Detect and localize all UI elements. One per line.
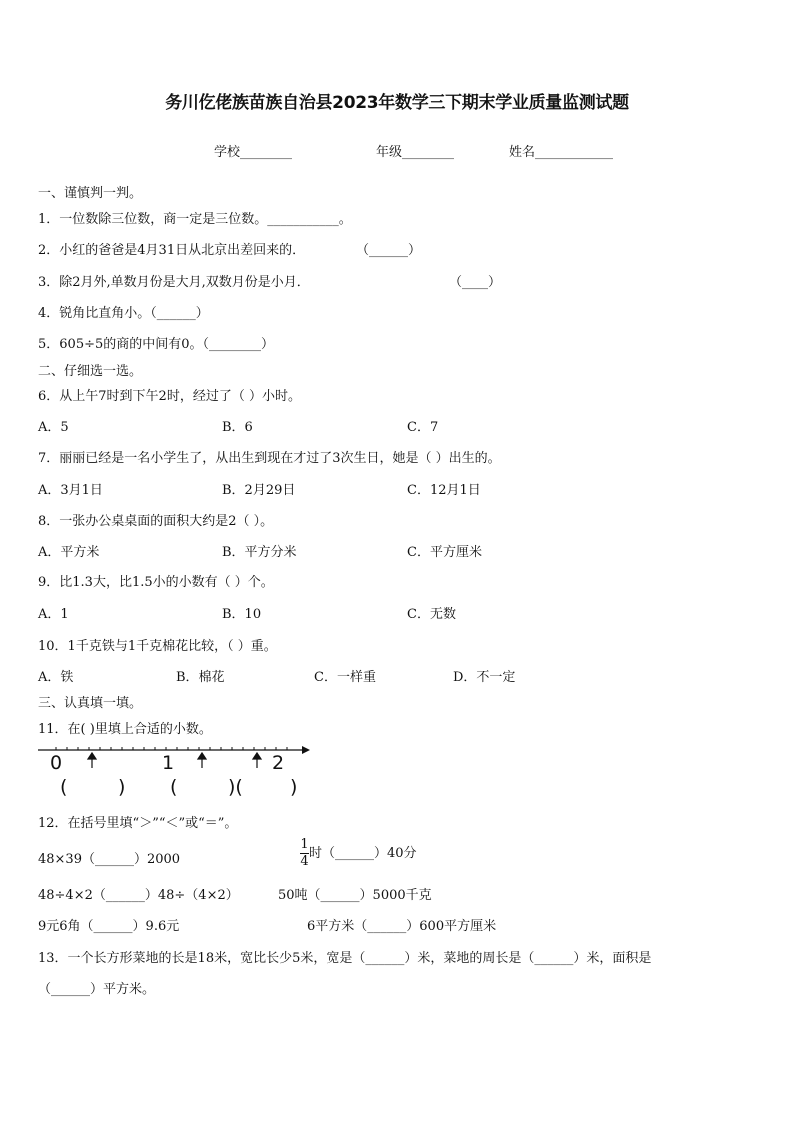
section-heading-3: 三、认真填一填。 xyxy=(38,696,143,711)
option-8a[interactable]: A．平方米 xyxy=(38,545,100,560)
fraction-numerator: 1 xyxy=(300,837,309,852)
number-line-answer-paren[interactable]: ) xyxy=(290,776,298,798)
question-4: 4．锐角比直角小。（______） xyxy=(38,306,209,321)
option-7b[interactable]: B．2月29日 xyxy=(222,483,296,498)
page-title: 务川仡佬族苗族自治县2023年数学三下期末学业质量监测试题 xyxy=(165,93,629,113)
option-7c[interactable]: C．12月1日 xyxy=(407,483,481,498)
question-12: 12．在括号里填“＞”“＜”或“＝”。 xyxy=(38,816,238,831)
number-line-answer-paren[interactable]: ( xyxy=(60,776,68,798)
option-9c[interactable]: C．无数 xyxy=(407,607,456,622)
option-9a[interactable]: A．1 xyxy=(38,607,69,622)
option-7a[interactable]: A．3月1日 xyxy=(38,483,103,498)
compare-row-1a[interactable]: 48×39（______）2000 xyxy=(38,852,181,867)
number-line-answer-paren[interactable]: ) xyxy=(118,776,126,798)
option-8c[interactable]: C．平方厘米 xyxy=(407,545,482,560)
section-heading-1: 一、谨慎判一判。 xyxy=(38,186,143,201)
section-heading-2: 二、仔细选一选。 xyxy=(38,364,143,379)
fraction-denominator: 4 xyxy=(300,854,309,869)
question-8: 8．一张办公桌桌面的面积大约是2（ ）。 xyxy=(38,514,274,529)
number-line-label-0: 0 xyxy=(50,752,63,774)
option-9b[interactable]: B．10 xyxy=(222,607,262,622)
compare-row-2a[interactable]: 48÷4×2（______）48÷（4×2） xyxy=(38,888,239,903)
question-6: 6．从上午7时到下午2时，经过了（ ）小时。 xyxy=(38,389,301,404)
option-10b[interactable]: B．棉花 xyxy=(176,670,225,685)
question-13-continued: （______）平方米。 xyxy=(38,982,156,997)
answer-blank-3[interactable]: （____） xyxy=(449,275,502,290)
question-1: 1．一位数除三位数，商一定是三位数。___________。 xyxy=(38,212,352,227)
option-8b[interactable]: B．平方分米 xyxy=(222,545,297,560)
name-field[interactable]: 姓名____________ xyxy=(509,145,614,160)
option-10c[interactable]: C．一样重 xyxy=(314,670,376,685)
number-line-label-2: 2 xyxy=(272,752,285,774)
grade-field[interactable]: 年级________ xyxy=(376,145,455,160)
question-10: 10．1千克铁与1千克棉花比较，（ ）重。 xyxy=(38,639,277,654)
number-line-label-1: 1 xyxy=(162,752,175,774)
compare-row-2b[interactable]: 50吨（______）5000千克 xyxy=(278,888,432,903)
option-6b[interactable]: B．6 xyxy=(222,420,253,435)
question-7: 7．丽丽已经是一名小学生了，从出生到现在才过了3次生日，她是（ ）出生的。 xyxy=(38,451,501,466)
school-field[interactable]: 学校________ xyxy=(214,145,293,160)
option-6c[interactable]: C．7 xyxy=(407,420,439,435)
option-10a[interactable]: A．铁 xyxy=(38,670,74,685)
answer-blank-2[interactable]: （______） xyxy=(356,243,422,258)
compare-row-1b-text: 时（______）40分 xyxy=(309,846,417,861)
compare-row-3a[interactable]: 9元6角（______）9.6元 xyxy=(38,919,180,934)
number-line-answer-paren[interactable]: ( xyxy=(170,776,178,798)
fraction xyxy=(300,838,309,869)
question-3: 3．除2月外,单数月份是大月,双数月份是小月． xyxy=(38,275,310,290)
compare-row-1b[interactable] xyxy=(300,838,417,869)
option-6a[interactable]: A．5 xyxy=(38,420,69,435)
question-5: 5．605÷5的商的中间有0。（________） xyxy=(38,337,275,352)
question-2: 2．小红的爸爸是4月31日从北京出差回来的． xyxy=(38,243,306,258)
question-11: 11．在( )里填上合适的小数。 xyxy=(38,722,212,737)
number-line-answer-paren[interactable]: )( xyxy=(228,776,243,798)
option-10d[interactable]: D．不一定 xyxy=(453,670,516,685)
question-9: 9．比1.3大，比1.5小的小数有（ ）个。 xyxy=(38,575,274,590)
question-13: 13．一个长方形菜地的长是18米，宽比长少5米，宽是（______）米，菜地的周长是（______）米，面积是 xyxy=(38,951,652,966)
compare-row-3b[interactable]: 6平方米（______）600平方厘米 xyxy=(307,919,497,934)
arrow-icon xyxy=(88,753,261,768)
